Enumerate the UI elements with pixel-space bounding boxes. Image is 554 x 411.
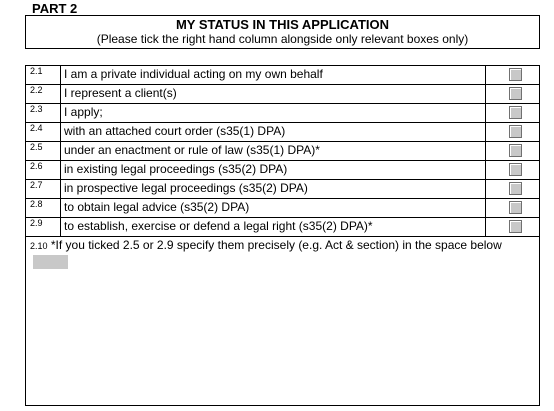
row-number: 2.8 (26, 199, 61, 218)
tick-checkbox[interactable] (509, 182, 522, 195)
checkbox-cell (486, 123, 540, 142)
checkbox-cell (486, 104, 540, 123)
tick-checkbox[interactable] (509, 68, 522, 81)
status-row (26, 161, 540, 180)
checkbox-cell (486, 142, 540, 161)
tick-checkbox[interactable] (509, 87, 522, 100)
status-row (26, 199, 540, 218)
status-table (25, 65, 540, 406)
row-number: 2.3 (26, 104, 61, 123)
row-number: 2.7 (26, 180, 61, 199)
tick-checkbox[interactable] (509, 106, 522, 119)
status-row (26, 123, 540, 142)
checkbox-cell (486, 66, 540, 85)
status-row (26, 180, 540, 199)
row-number: 2.5 (26, 142, 61, 161)
row-number: 2.1 (26, 66, 61, 85)
row-label: I apply; (61, 104, 486, 123)
tick-checkbox[interactable] (509, 125, 522, 138)
checkbox-cell (486, 218, 540, 237)
row-number: 2.4 (26, 123, 61, 142)
section-header (25, 15, 540, 49)
status-row (26, 85, 540, 104)
specify-instructions (26, 237, 539, 253)
row-number: 2.2 (26, 85, 61, 104)
tick-checkbox[interactable] (509, 163, 522, 176)
row-label: in prospective legal proceedings (s35(2) DPA) (61, 180, 486, 199)
specify-text-field[interactable] (33, 255, 68, 269)
tick-checkbox[interactable] (509, 144, 522, 157)
section-title: MY STATUS IN THIS APPLICATION (175, 17, 390, 32)
tick-checkbox[interactable] (509, 220, 522, 233)
tick-checkbox[interactable] (509, 201, 522, 214)
row-number: 2.10 (30, 241, 48, 251)
row-label: I represent a client(s) (61, 85, 486, 104)
section-instructions: (Please tick the right hand column alongside only relevant boxes only) (96, 32, 469, 46)
checkbox-cell (486, 161, 540, 180)
row-label: under an enactment or rule of law (s35(1) DPA)* (61, 142, 486, 161)
status-row (26, 104, 540, 123)
row-label: I am a private individual acting on my own behalf (61, 66, 486, 85)
checkbox-cell (486, 199, 540, 218)
specify-label: *If you ticked 2.5 or 2.9 specify them precisely (e.g. Act & section) in the space below (47, 238, 502, 252)
status-row (26, 142, 540, 161)
row-number: 2.9 (26, 218, 61, 237)
part-title: PART 2 (32, 1, 78, 16)
status-row (26, 218, 540, 237)
checkbox-cell (486, 85, 540, 104)
row-label: with an attached court order (s35(1) DPA) (61, 123, 486, 142)
row-label: to obtain legal advice (s35(2) DPA) (61, 199, 486, 218)
specify-details-cell[interactable] (26, 237, 540, 406)
row-number: 2.6 (26, 161, 61, 180)
row-label: to establish, exercise or defend a legal right (s35(2) DPA)* (61, 218, 486, 237)
checkbox-cell (486, 180, 540, 199)
status-row (26, 66, 540, 85)
row-label: in existing legal proceedings (s35(2) DPA) (61, 161, 486, 180)
